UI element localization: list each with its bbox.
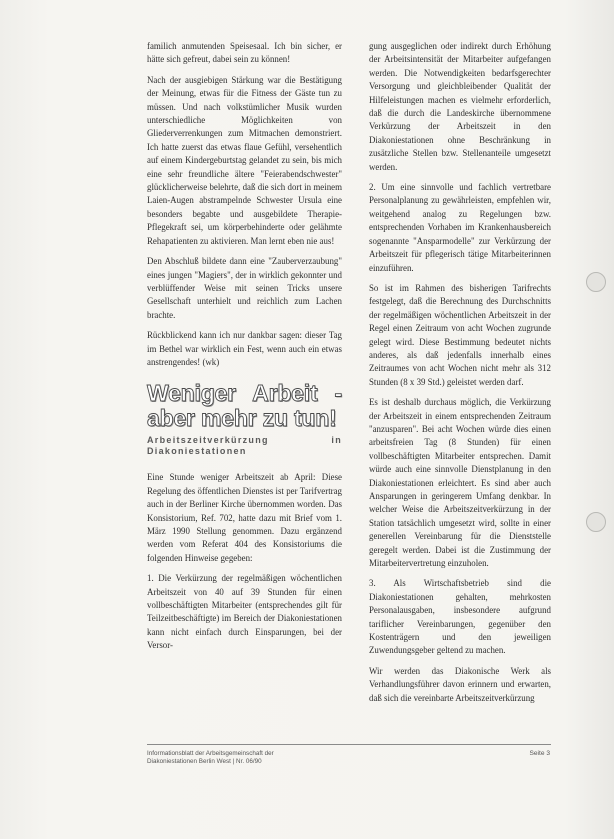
footer-line: Informationsblatt der Arbeitsgemeinschaft der bbox=[147, 750, 274, 757]
left-column bbox=[147, 40, 342, 660]
right-column bbox=[369, 40, 551, 712]
punch-hole bbox=[586, 512, 606, 532]
paragraph: Nach der ausgiebigen Stärkung war die Bestätigung der Meinung, etwas für die Fitness der Gäste tun zu müssen. Und nach volkstümlicher Musik wurden unterschiedliche Möglichkeiten von Gliederverrenkungen zum Mitmachen demonstriert. Ich hatte zuerst das etwas flaue Gefühl, versehentlich auf einem Kindergeburtstag gelandet zu sein, bis mich eine sehr freundliche ältere "Feierabendschwester" glücklicherweise belehrte, daß die sich dort in meinem Laien-Augen abstrampelnde Schwester Ursula eine besonders begabte und ausgebildete Therapie-Pflegekraft sei, um körperbehinderte oder gelähmte Rehapatienten zu aktivieren. Man lernt eben nie aus! bbox=[147, 74, 342, 246]
article-header bbox=[147, 381, 342, 457]
article-subheadline: Arbeitszeitverkürzung in Diakoniestationen bbox=[147, 435, 342, 457]
paragraph: Eine Stunde weniger Arbeitszeit ab April: Diese Regelung des öffentlichen Dienstes ist per Tarifvertrag auch in der Berliner Kirche übernommen worden. Das Konsistorium, Ref. 702, hatte dazu mit Brief vom 1. März 1990 Stellung genommen. Dazu ergänzend werden vom Referat 404 des Konsistoriums die folgenden Hinweise gegeben: bbox=[147, 472, 342, 563]
paragraph: Den Abschluß bildete dann eine "Zauberverzaubung" eines jungen "Magiers", der in wirklich gekonnter und verblüffender Weise mit seinen Tricks unsere Gesellschaft unterhielt und reichlich zum Lachen brachte. bbox=[147, 256, 342, 320]
paragraph: familich anmutenden Speisesaal. Ich bin sicher, er hätte sich gefreut, dabei sein zu können! bbox=[147, 41, 342, 65]
footer-publication bbox=[147, 750, 397, 766]
paragraph: So ist im Rahmen des bisherigen Tarifrechts festgelegt, daß die Berechnung des Durchschnitts der regelmäßigen wöchentlichen Arbeitszeit in der Regel einen Zeitraum von acht Wochen zugrunde gelegt wird. Diese Bestimmung bedeutet nichts anderes, als daß jedenfalls innerhalb eines Zeitraumes von acht Wochen nicht mehr als 312 Stunden (8 x 39 Std.) geleistet werden darf. bbox=[369, 282, 551, 387]
paragraph: 2. Um eine sinnvolle und fachlich vertretbare Personalplanung zu gewährleisten, empfehlen wir, weitgehend analog zu Regelungen bzw. entsprechenden Vorhaben im Krankenhausbereich sogenannte "Ansparmodelle" zur Verkürzung der Arbeitszeit für pflegerisch tätige Mitarbeiterinnen einzuführen. bbox=[369, 182, 551, 273]
article-headline: Weniger Arbeit - aber mehr zu tun! bbox=[147, 380, 342, 432]
footer-rule bbox=[147, 744, 551, 745]
paragraph: gung ausgeglichen oder indirekt durch Erhöhung der Arbeitsintensität der Mitarbeiter aufgefangen werden. Die Notwendigkeiten bedarfsgerechter Versorgung und gleichbleibender Qualität der Hilfeleistungen machen es vielmehr erforderlich, daß die durch die Landeskirche übernommene Verkürzung der Arbeitszeit in den Diakoniestationen ohne Beschränkung in zusätzliche Stellen bzw. Stellenanteile umgesetzt werden. bbox=[369, 41, 551, 172]
footer-line: Diakoniestationen Berlin West | Nr. 06/90 bbox=[147, 758, 262, 765]
punch-hole bbox=[586, 272, 606, 292]
paragraph: 1. Die Verkürzung der regelmäßigen wöchentlichen Arbeitszeit von 40 auf 39 Stunden für einen vollbeschäftigten Mitarbeiter (entsprechendes gilt für Teilzeitbeschäftigte) im Bereich der Diakoniestationen kann nicht einfach durch Einsparungen, bei der Versor- bbox=[147, 573, 342, 651]
paragraph: 3. Als Wirtschaftsbetrieb sind die Diakoniestationen gehalten, mehrkosten Personalausgaben, insbesondere aufgrund tariflicher Vereinbarungen, gegenüber den Kostenträgern und den jeweiligen Zuwendungsgeber geltend zu machen. bbox=[369, 578, 551, 656]
paragraph: Rückblickend kann ich nur dankbar sagen: dieser Tag im Bethel war wirklich ein Fest, wenn auch ein etwas anstrengendes! (wk) bbox=[147, 330, 342, 367]
paragraph: Es ist deshalb durchaus möglich, die Verkürzung der Arbeitszeit in einem entsprechenden Zeitraum "anzusparen". Bei acht Wochen würde dies einen arbeitsfreien Tag (8 Stunden) für einen vollbeschäftigten Mitarbeiter entsprechen. Damit würde auch eine sinnvolle Dienstplanung in den Diakoniestationen erleichtert. Es sind aber auch Ansparungen in geringerem Umfang denkbar. In welcher Weise die Arbeitszeitverkürzung in der Station tatsächlich umgesetzt wird, sollte in einer generellen Vereinbarung für die Dienststelle geregelt werden. Dabei ist die Zustimmung der Mitarbeitervertretung einzuholen. bbox=[369, 397, 551, 569]
page-number: Seite 3 bbox=[529, 750, 550, 757]
paragraph: Wir werden das Diakonische Werk als Verhandlungsführer davon erinnern und erwarten, daß sich die vereinbarte Arbeitszeitverkürzung bbox=[369, 665, 551, 703]
